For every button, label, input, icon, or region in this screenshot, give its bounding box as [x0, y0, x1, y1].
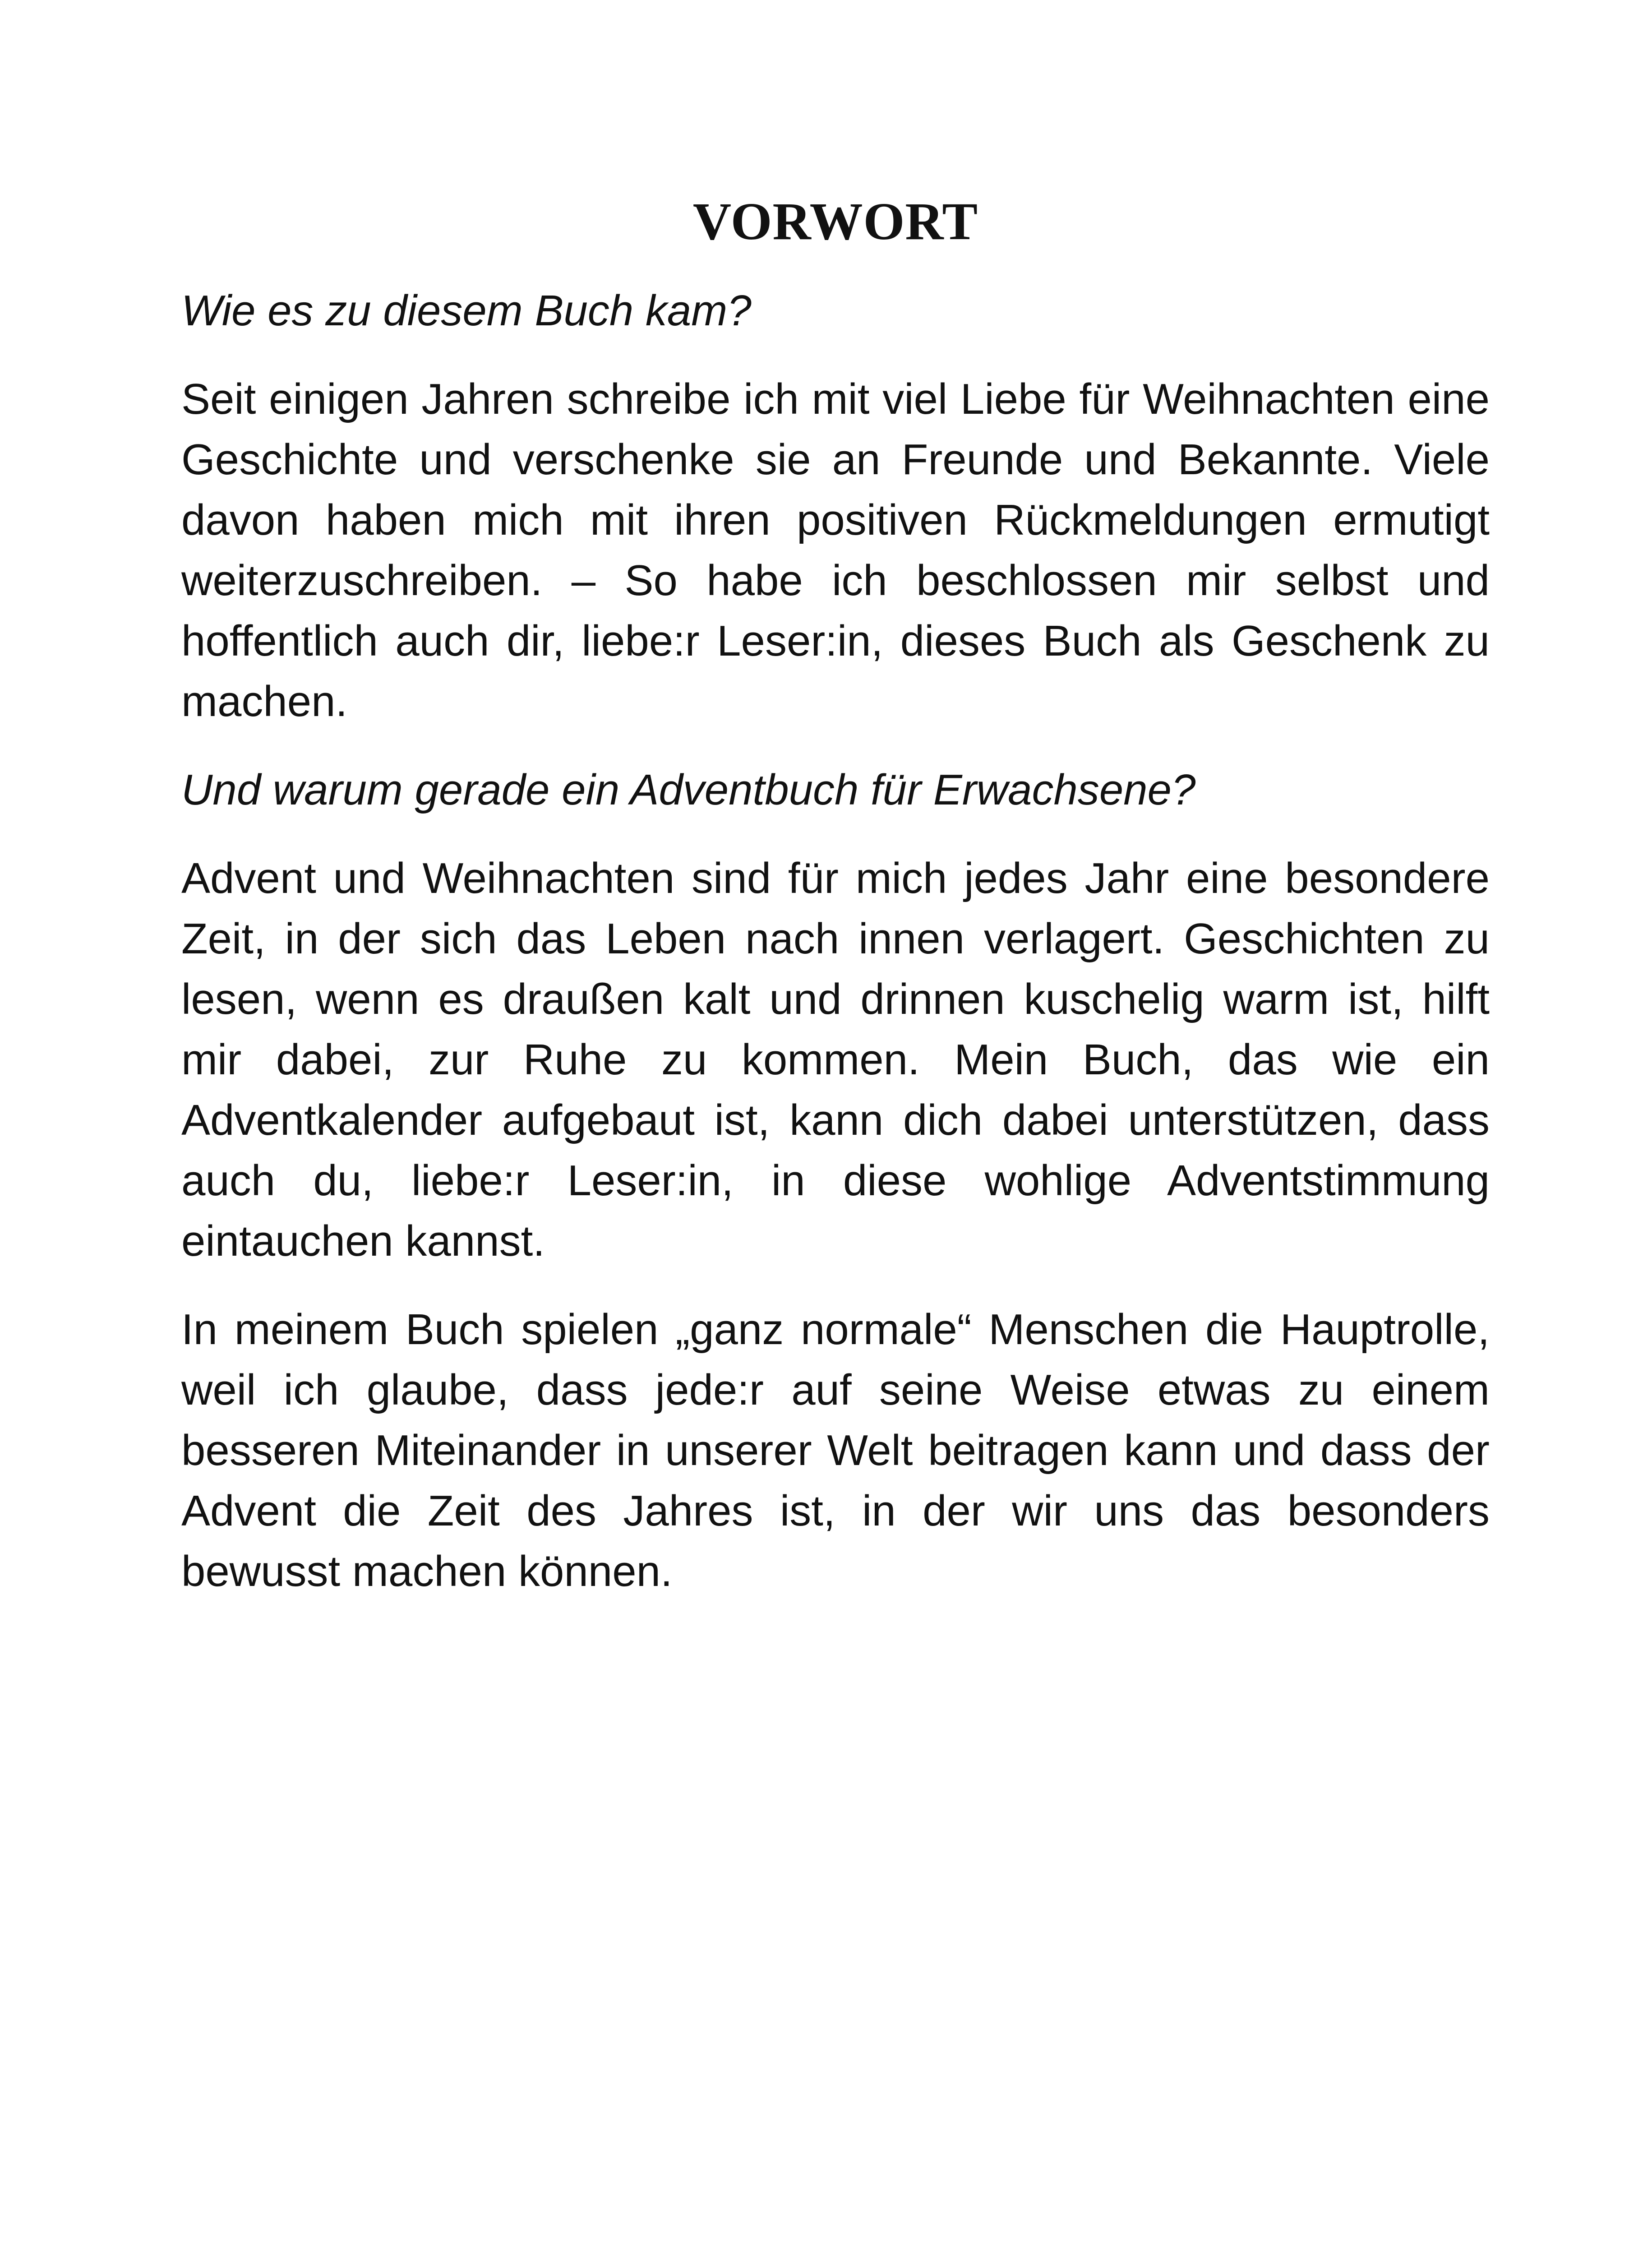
- section-question-2: Und warum gerade ein Adventbuch für Erwachsene?: [181, 765, 1196, 814]
- page-title: VORWORT: [692, 192, 978, 251]
- section-question-1: Wie es zu diesem Buch kam?: [181, 286, 752, 335]
- paragraph-3: In meinem Buch spielen „ganz normale“ Menschen die Hauptrolle, weil ich glaube, dass jede:r auf seine Weise etwas zu einem besseren Miteinander in unserer Welt beitragen kann und dass der Advent die Zeit des Jahres ist, in der wir uns das besonders bewusst machen können.: [181, 1305, 1490, 1595]
- document-body: [181, 190, 1490, 1630]
- paragraph-1: Seit einigen Jahren schreibe ich mit viel Liebe für Weihnachten eine Geschichte und verschenke sie an Freunde und Bekannte. Viele davon haben mich mit ihren positiven Rückmeldungen ermutigt weiterzuschreiben. – So habe ich beschlossen mir selbst und hoffentlich auch dir, liebe:r Leser:in, dieses Buch als Geschenk zu machen.: [181, 374, 1490, 726]
- paragraph-2: Advent und Weihnachten sind für mich jedes Jahr eine besondere Zeit, in der sich das Leben nach innen verlagert. Geschichten zu lesen, wenn es draußen kalt und drinnen kuschelig warm ist, hilft mir dabei, zur Ruhe zu kommen. Mein Buch, das wie ein Adventkalender aufgebaut ist, kann dich dabei unterstützen, dass auch du, liebe:r Leser:in, in diese wohlige Adventstimmung eintauchen kannst.: [181, 854, 1490, 1265]
